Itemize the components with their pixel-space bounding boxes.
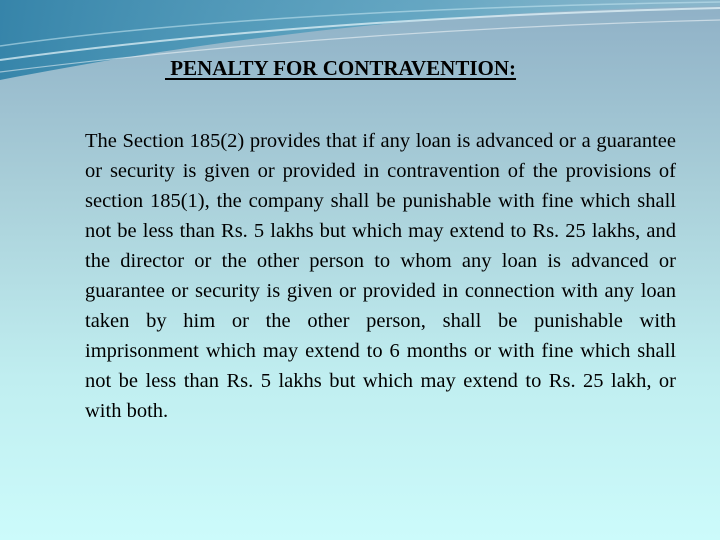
slide-title: PENALTY FOR CONTRAVENTION: — [165, 56, 517, 80]
slide-body-text: The Section 185(2) provides that if any loan is advanced or a guarantee or security is given or provided in contravention of the provisions of section 185(1), the company shall be punishable with fine which shall not be less than Rs. 5 lakhs but which may extend to Rs. 25 lakhs, and the director or the other person to whom any loan is advanced or guarantee or security is given or provided in connection with any loan taken by him or the other person, shall be punishable with imprisonment which may extend to 6 months or with fine which shall not be less than Rs. 5 lakhs but which may extend to Rs. 25 lakh, or with both. — [85, 130, 676, 422]
